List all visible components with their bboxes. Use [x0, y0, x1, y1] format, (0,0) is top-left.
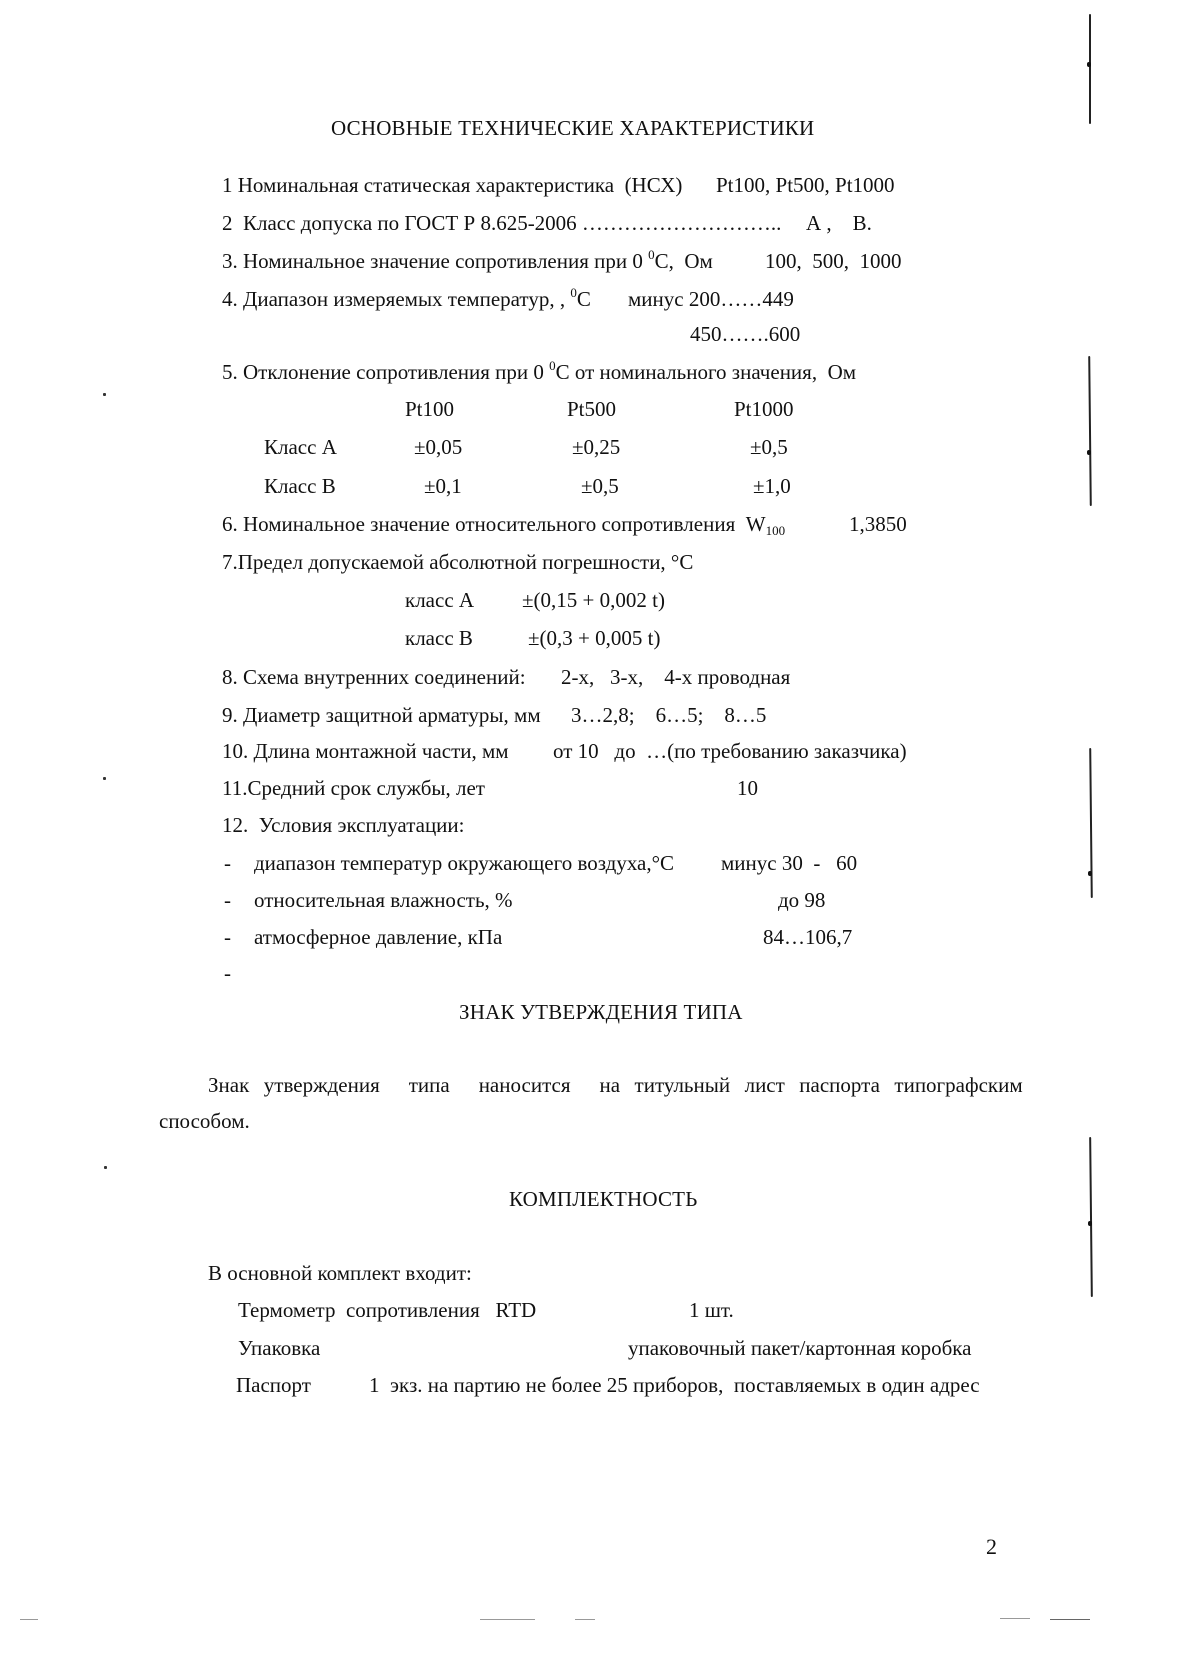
spec-item-8-label: 8. Схема внутренних соединений: [222, 665, 526, 689]
scan-line [20, 1619, 38, 1620]
binding-mark [1088, 871, 1092, 876]
binding-mark [1089, 14, 1091, 124]
table-header-pt100: Pt100 [405, 397, 455, 421]
condition-humidity-value: до 98 [778, 888, 826, 912]
kit-item-packaging-value: упаковочный пакет/картонная коробка [628, 1336, 972, 1360]
list-bullet: - [224, 888, 231, 912]
scan-line [1050, 1619, 1090, 1620]
binding-mark [1087, 450, 1091, 455]
kit-intro: В основной комплект входит: [208, 1261, 472, 1285]
spec-item-3-label: 3. Номинальное значение сопротивления при 0 $^0$С, Ом [222, 247, 713, 273]
spec-item-2-value: А , В. [806, 211, 872, 235]
spec-item-12-label: 12. Условия эксплуатации: [222, 813, 465, 837]
scan-speck [104, 1166, 107, 1169]
table-row-class-a-label: Класс А [264, 435, 337, 459]
kit-item-thermometer-value: 1 шт. [689, 1298, 734, 1322]
spec-item-6-label: 6. Номинальное значение относительного сопротивления $W_{100}$ [222, 512, 786, 538]
table-row-class-b-label: Класс В [264, 474, 336, 498]
accuracy-class-b-label: класс В [405, 626, 473, 650]
binding-mark [1088, 1221, 1092, 1226]
list-bullet: - [224, 925, 231, 949]
table-cell: ±0,05 [414, 435, 463, 459]
spec-item-9-label: 9. Диаметр защитной арматуры, мм [222, 703, 541, 727]
table-cell: ±0,25 [572, 435, 621, 459]
spec-item-2-label: 2 Класс допуска по ГОСТ Р 8.625-2006 ……………………….. [222, 211, 782, 235]
spec-item-4-label: 4. Диапазон измеряемых температур, , $^0$С [222, 285, 591, 311]
kit-item-packaging-name: Упаковка [238, 1336, 321, 1360]
table-cell: ±0,1 [424, 474, 462, 498]
condition-pressure-value: 84…106,7 [763, 925, 853, 949]
spec-item-11-value: 10 [737, 776, 758, 800]
binding-mark [1088, 356, 1092, 506]
scan-line [480, 1619, 535, 1620]
list-bullet: - [224, 851, 231, 875]
accuracy-class-a-label: класс А [405, 588, 475, 612]
list-bullet-empty: - [224, 961, 231, 985]
kit-item-thermometer-name: Термометр сопротивления RTD [238, 1298, 537, 1322]
spec-item-1-label: 1 Номинальная статическая характеристика (НСХ) [222, 173, 683, 197]
section-title-kit: КОМПЛЕКТНОСТЬ [509, 1187, 698, 1211]
spec-item-10-label: 10. Длина монтажной части, мм [222, 739, 509, 763]
accuracy-class-a-formula: ±(0,15 + 0,002 t) [522, 588, 665, 612]
spec-item-5-label: 5. Отклонение сопротивления при 0 $^0$С от номинального значения, Ом [222, 358, 857, 384]
scan-speck [103, 393, 106, 396]
table-cell: ±1,0 [753, 474, 791, 498]
scan-line [575, 1619, 595, 1620]
condition-pressure-label: атмосферное давление, кПа [254, 925, 503, 949]
binding-mark [1087, 62, 1091, 67]
scan-speck [103, 777, 106, 780]
section-title-approval: ЗНАК УТВЕРЖДЕНИЯ ТИПА [459, 1000, 743, 1024]
scan-line [1000, 1618, 1030, 1619]
spec-item-4-range-1: минус 200……449 [628, 287, 794, 311]
page-number: 2 [986, 1534, 997, 1559]
accuracy-class-b-formula: ±(0,3 + 0,005 t) [528, 626, 661, 650]
table-cell: ±0,5 [750, 435, 788, 459]
spec-item-11-label: 11.Средний срок службы, лет [222, 776, 485, 800]
spec-item-3-value: 100, 500, 1000 [765, 249, 902, 273]
table-header-pt1000: Pt1000 [734, 397, 794, 421]
spec-item-9-value: 3…2,8; 6…5; 8…5 [571, 703, 767, 727]
table-header-pt500: Pt500 [567, 397, 617, 421]
condition-temperature-value: минус 30 - 60 [721, 851, 858, 875]
spec-item-7-label: 7.Предел допускаемой абсолютной погрешности, °С [222, 550, 694, 574]
kit-item-passport-value: 1 экз. на партию не более 25 приборов, поставляемых в один адрес [369, 1373, 980, 1397]
binding-mark [1089, 1137, 1093, 1297]
spec-item-10-value: от 10 до …(по требованию заказчика) [553, 739, 907, 763]
spec-item-1-value: Pt100, Pt500, Pt1000 [716, 173, 895, 197]
approval-paragraph-line-1: Знак утверждения типа наносится на титульный лист паспорта типографским [208, 1073, 1023, 1097]
table-cell: ±0,5 [581, 474, 619, 498]
spec-item-4-range-2: 450…….600 [690, 322, 801, 346]
kit-item-passport-name: Паспорт [236, 1373, 311, 1397]
approval-paragraph-line-2: способом. [159, 1109, 250, 1133]
spec-item-8-value: 2-х, 3-х, 4-х проводная [561, 665, 791, 689]
spec-item-6-value: 1,3850 [849, 512, 907, 536]
condition-humidity-label: относительная влажность, % [254, 888, 513, 912]
condition-temperature-label: диапазон температур окружающего воздуха,°С [254, 851, 675, 875]
section-title-specs: ОСНОВНЫЕ ТЕХНИЧЕСКИЕ ХАРАКТЕРИСТИКИ [331, 116, 815, 140]
